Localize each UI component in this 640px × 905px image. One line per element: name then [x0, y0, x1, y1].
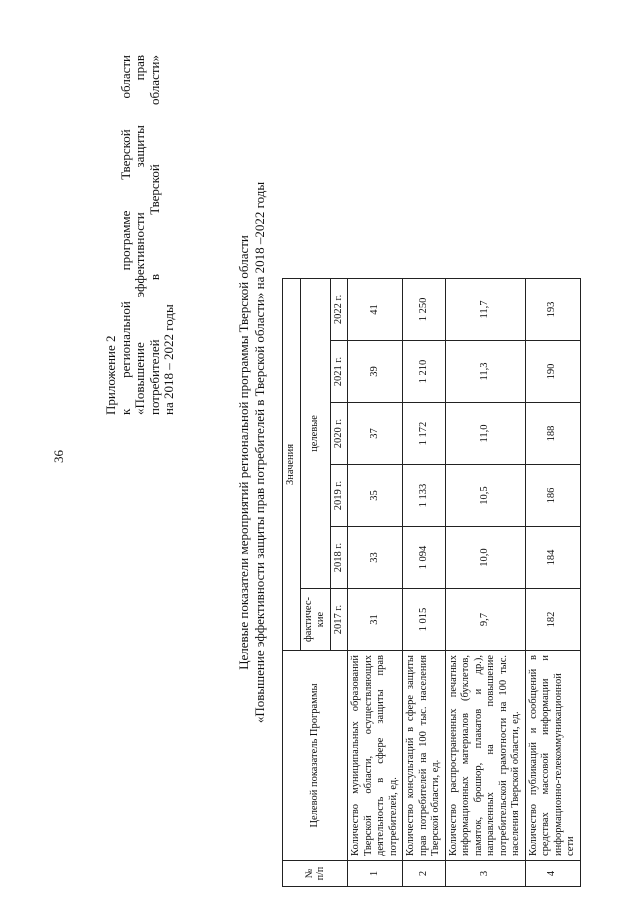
header-indicator: Целевой показатель Программы	[283, 651, 348, 861]
row-value-2020: 1 172	[403, 403, 446, 465]
document-title	[236, 80, 268, 825]
row-value-2018: 33	[348, 527, 403, 589]
targets-table	[282, 278, 581, 887]
row-value-2017: 31	[348, 589, 403, 651]
row-indicator: Количество муниципальных образований Тверской области, осуществляющих деятельность в сфере защиты прав потребителей, ед.	[348, 651, 403, 861]
row-value-2022: 1 250	[403, 278, 446, 340]
appendix-line-1: Приложение 2	[103, 335, 118, 415]
row-indicator: Количество публикаций и сообщений в средствах массовой информации и информационно-телекоммуникационной сети	[525, 651, 580, 861]
row-value-2020: 11,0	[445, 403, 525, 465]
row-value-2017: 1 015	[403, 589, 446, 651]
row-value-2021: 39	[348, 341, 403, 403]
row-num: 3	[445, 861, 525, 887]
row-value-2019: 10,5	[445, 465, 525, 527]
row-num: 1	[348, 861, 403, 887]
header-year-2022: 2022 г.	[330, 278, 348, 340]
row-value-2021: 190	[525, 341, 580, 403]
row-indicator: Количество распространенных печатных информационных материалов (буклетов, памяток, брошюр, плакатов и др.), направленных на повышение потребительской грамотности на 100 тыс. населения Тверской области, ед.	[445, 651, 525, 861]
row-value-2019: 35	[348, 465, 403, 527]
title-line-2: «Повышение эффективности защиты прав потребителей в Тверской области» на 2018 –2022 годы	[252, 181, 267, 724]
row-value-2020: 188	[525, 403, 580, 465]
row-value-2022: 41	[348, 278, 403, 340]
row-indicator: Количество консультаций в сфере защиты прав потребителей на 100 тыс. населения Тверской области, ед.	[403, 651, 446, 861]
header-target: целевые	[300, 278, 330, 588]
table-row	[348, 278, 403, 886]
table-row	[445, 278, 525, 886]
row-num: 2	[403, 861, 446, 887]
header-actual: фактичес-кие	[300, 589, 330, 651]
row-value-2020: 37	[348, 403, 403, 465]
page-number: 36	[51, 450, 66, 463]
row-value-2018: 10,0	[445, 527, 525, 589]
row-value-2019: 1 133	[403, 465, 446, 527]
row-value-2019: 186	[525, 465, 580, 527]
row-value-2017: 182	[525, 589, 580, 651]
header-num: № п/п	[283, 861, 348, 887]
header-year-2018: 2018 г.	[330, 527, 348, 589]
header-year-2019: 2019 г.	[330, 465, 348, 527]
header-year-2021: 2021 г.	[330, 341, 348, 403]
header-year-2017: 2017 г.	[330, 589, 348, 651]
row-value-2022: 11,7	[445, 278, 525, 340]
table-header-row-1	[283, 278, 301, 886]
appendix-line-5: на 2018 – 2022 годы	[161, 304, 176, 415]
table-row	[525, 278, 580, 886]
row-num: 4	[525, 861, 580, 887]
row-value-2021: 1 210	[403, 341, 446, 403]
header-values: Значения	[283, 278, 301, 650]
appendix-line-4: потребителей в Тверской области»	[146, 55, 162, 415]
table-row	[403, 278, 446, 886]
title-line-1: Целевые показатели мероприятий региональной программы Тверской области	[236, 235, 251, 670]
row-value-2018: 184	[525, 527, 580, 589]
row-value-2021: 11,3	[445, 341, 525, 403]
row-value-2018: 1 094	[403, 527, 446, 589]
header-year-2020: 2020 г.	[330, 403, 348, 465]
appendix-header	[104, 55, 177, 415]
appendix-line-2: к региональной программе Тверской области	[117, 55, 133, 415]
appendix-line-3: «Повышение эффективности защиты прав	[132, 55, 147, 415]
row-value-2022: 193	[525, 278, 580, 340]
row-value-2017: 9,7	[445, 589, 525, 651]
